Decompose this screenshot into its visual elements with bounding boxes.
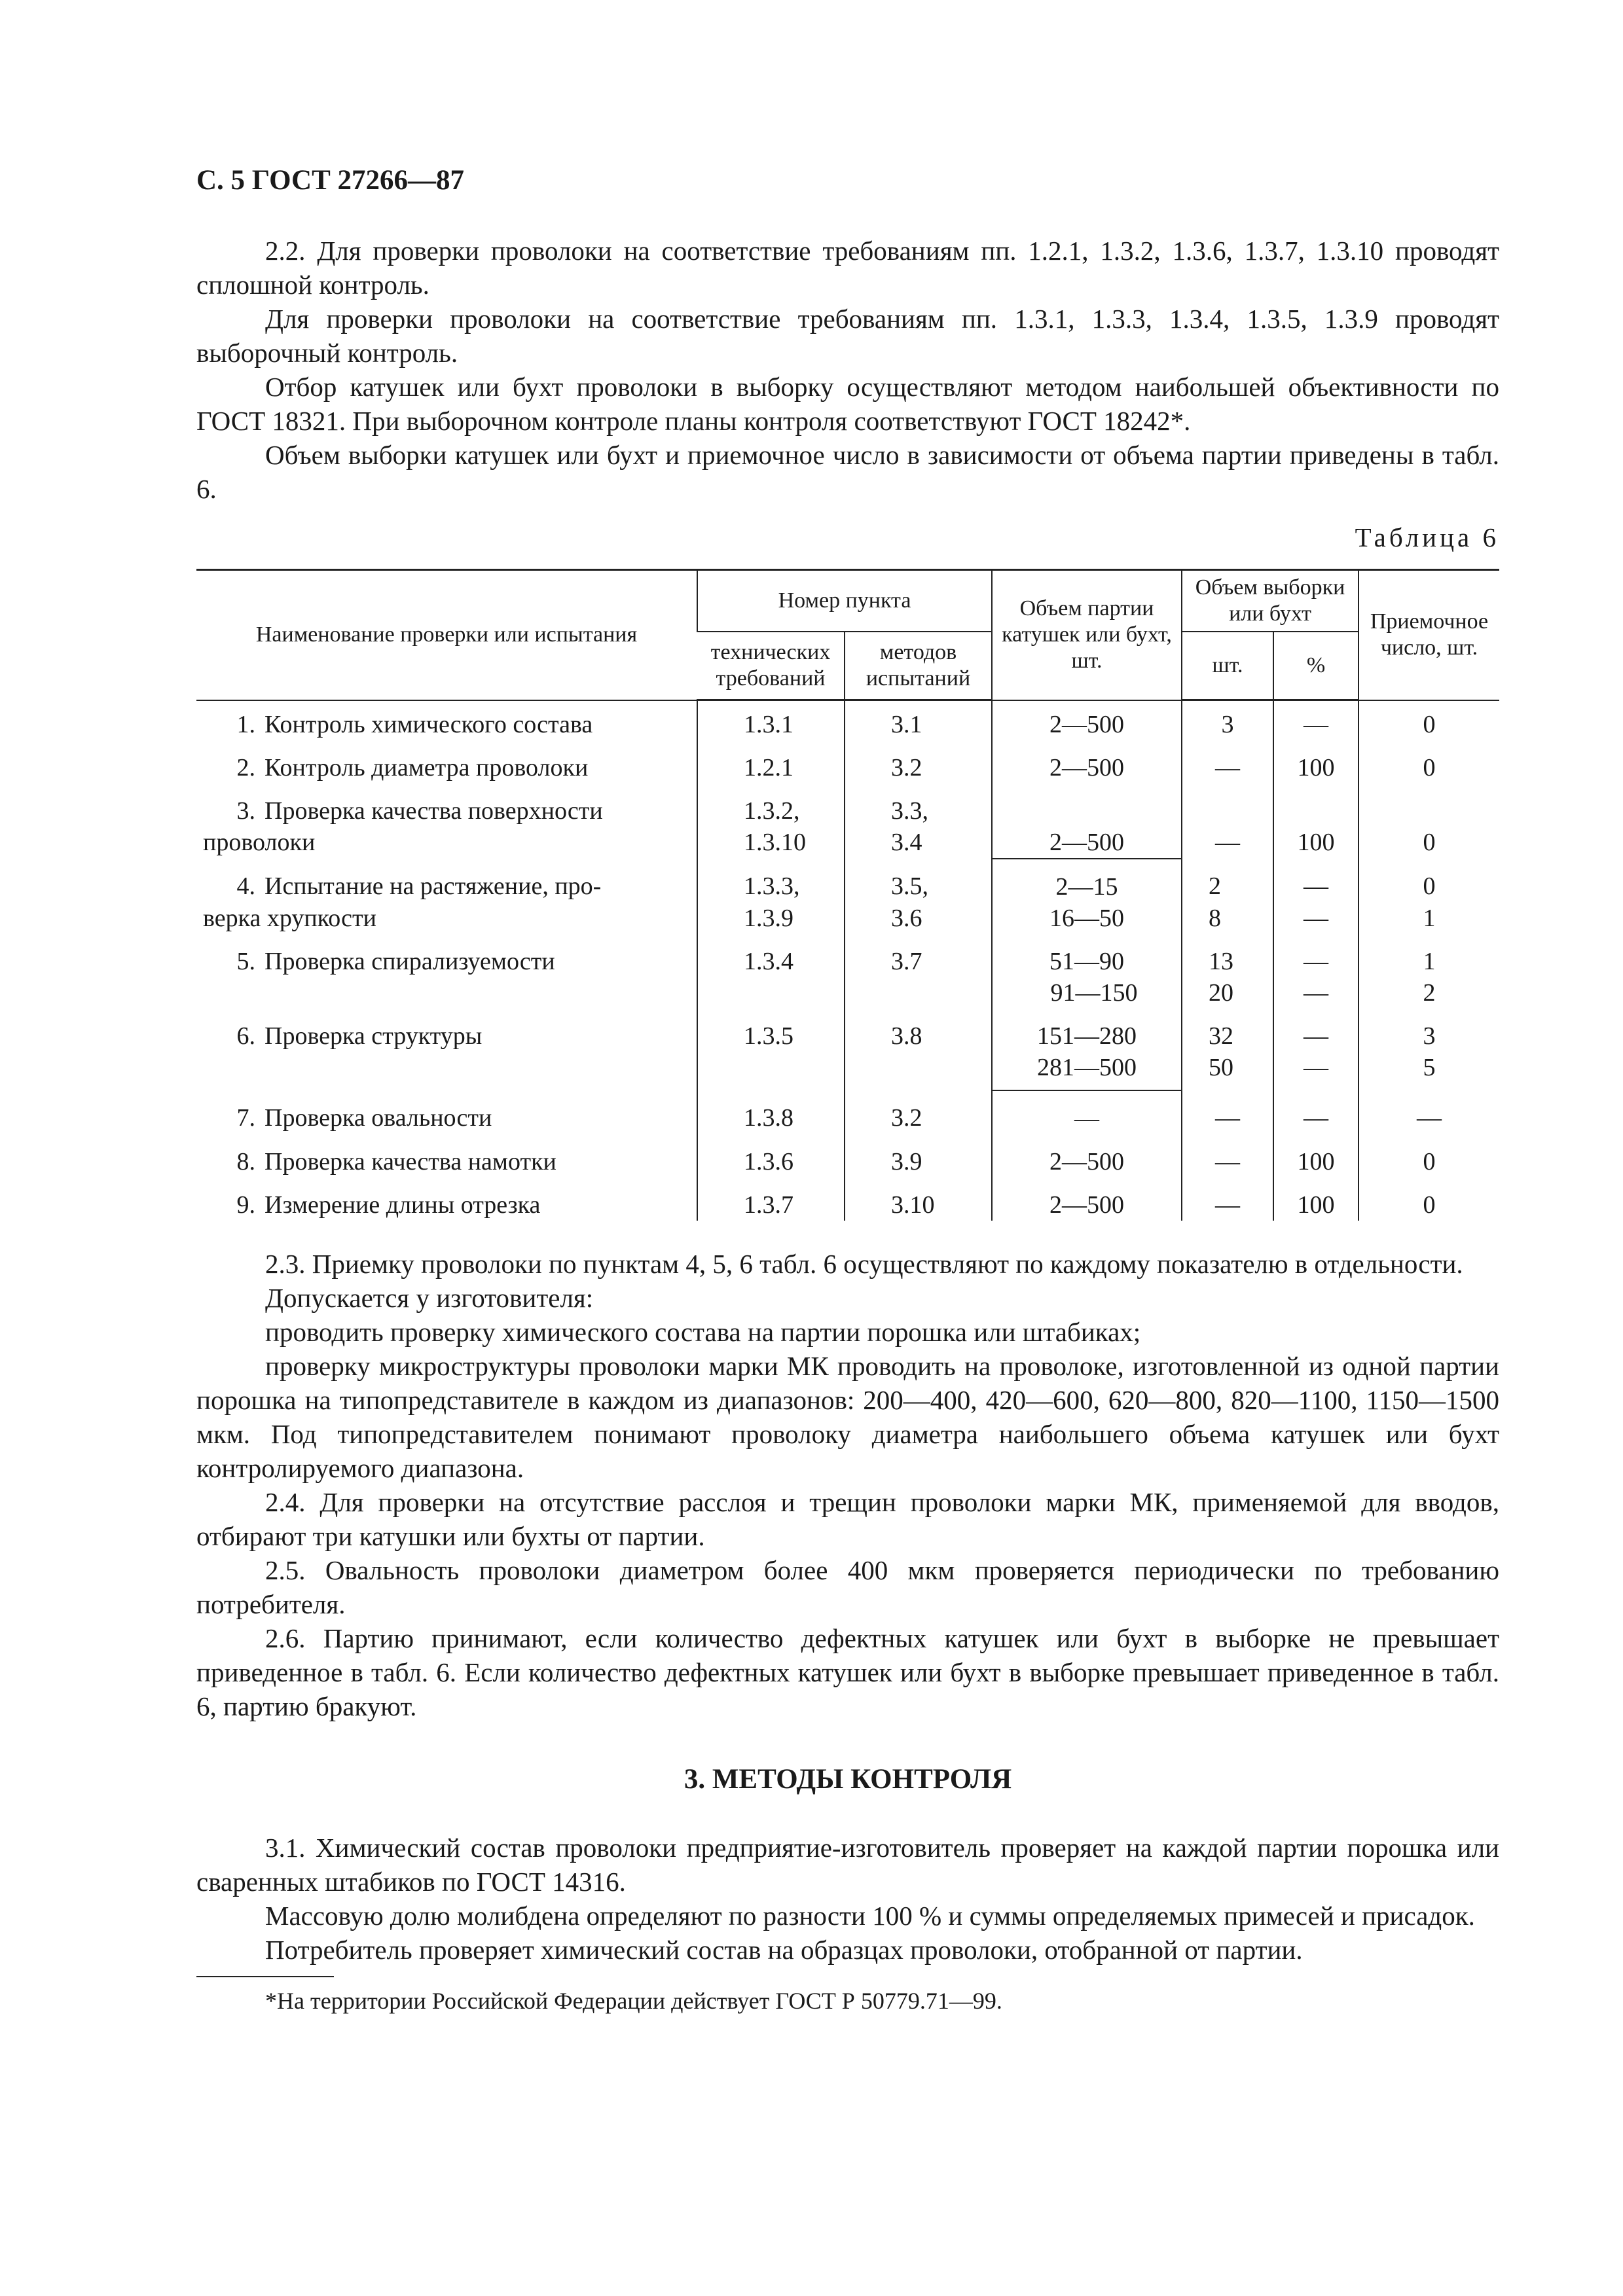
cell-method: 3.9	[845, 1134, 992, 1177]
table-row	[196, 859, 1499, 903]
row-name: Контроль химического состава	[264, 710, 593, 738]
cell-percent: —	[1273, 859, 1359, 903]
row-name-continued: проволоки	[203, 829, 316, 856]
cell-pcs: —	[1182, 740, 1273, 783]
cell-method: 3.2	[845, 740, 992, 783]
cell-percent: —	[1273, 1090, 1359, 1134]
paragraph-sample-size: Объем выборки катушек или бухт и приемочное число в зависимости от объема партии приведены в табл. 6.	[196, 440, 1499, 504]
paragraph-2-2: 2.2. Для проверки проволоки на соответствие требованиям пп. 1.2.1, 1.3.2, 1.3.6, 1.3.7, 1.3.10 проводят сплошной контроль.	[196, 236, 1499, 300]
row-number: 2.	[236, 754, 255, 781]
row-number: 4.	[236, 872, 255, 900]
cell-percent: —	[1273, 934, 1359, 977]
cell-pcs: 8	[1182, 903, 1273, 934]
cell-acceptance: 1	[1359, 903, 1499, 934]
cell-acceptance: 1	[1359, 934, 1499, 977]
cell-percent: —	[1273, 700, 1359, 741]
cell-pcs: 50	[1182, 1052, 1273, 1090]
row-number: 5.	[236, 948, 255, 975]
cell-method: 3.7	[845, 934, 992, 977]
cell-tech: 1.2.1	[697, 740, 845, 783]
running-head: С. 5 ГОСТ 27266—87	[196, 165, 465, 196]
cell-lot: 2—500	[992, 1177, 1182, 1221]
paragraph-molybdenum: Массовую долю молибдена определяют по разности 100 % и суммы определяемых примесей и присадок.	[265, 1901, 1475, 1931]
header-sample-size: Объем выборки или бухт	[1182, 570, 1359, 632]
row-name: Проверка качества поверхности	[264, 797, 603, 825]
cell-pcs: —	[1182, 1134, 1273, 1177]
table-row	[196, 1177, 1499, 1221]
cell-acceptance: 0	[1359, 700, 1499, 741]
cell-tech: 1.3.9	[697, 903, 845, 934]
cell-method: 3.3,	[845, 783, 992, 827]
cell-pcs: 32	[1182, 1009, 1273, 1052]
header-name: Наименование проверки или испытания	[196, 570, 697, 700]
cell-tech: 1.3.4	[697, 934, 845, 977]
row-number: 1.	[236, 710, 255, 738]
cell-method: 3.6	[845, 903, 992, 934]
cell-pcs: 13	[1182, 934, 1273, 977]
table-row	[196, 1052, 1499, 1090]
cell-tech: 1.3.1	[697, 700, 845, 741]
paragraph-2-6: 2.6. Партию принимают, если количество дефектных катушек или бухт в выборке не превышает приведенное в табл. 6. Если количество дефектных катушек или бухт в выборке превышает приведенное в табл. 6, партию бракуют.	[196, 1623, 1499, 1721]
paragraph-2-5: 2.5. Овальность проволоки диаметром более 400 мкм проверяется периодически по требованию потребителя.	[196, 1555, 1499, 1619]
row-name: Проверка овальности	[264, 1104, 492, 1132]
paragraph-microstructure: проверку микроструктуры проволоки марки МК проводить на проволоке, изготовленной из одной партии порошка на типопредставителе в каждом из диапазонов: 200—400, 420—600, 620—800, 820—1100, 1150—1500 мкм. Под типопредставителем понимают проволоку диаметра наибольшего объема катушек или бухт контролируемого диапазона.	[196, 1351, 1499, 1483]
cell-lot: 151—280	[992, 1009, 1182, 1052]
row-name-continued: верка хрупкости	[203, 905, 376, 932]
paragraph-selective-control: Для проверки проволоки на соответствие требованиям пп. 1.3.1, 1.3.3, 1.3.4, 1.3.5, 1.3.9 проводят выборочный контроль.	[196, 304, 1499, 368]
cell-lot: 2—15	[992, 859, 1182, 903]
cell-tech: 1.3.7	[697, 1177, 845, 1221]
cell-method: 3.8	[845, 1009, 992, 1052]
row-number: 9.	[236, 1191, 255, 1219]
table-row	[196, 977, 1499, 1009]
cell-acceptance: 0	[1359, 1134, 1499, 1177]
paragraph-allowed: Допускается у изготовителя:	[265, 1283, 594, 1313]
row-name: Проверка спирализуемости	[264, 948, 555, 975]
cell-lot: 91—150	[992, 977, 1182, 1009]
cell-tech: 1.3.3,	[697, 859, 845, 903]
cell-acceptance: 5	[1359, 1052, 1499, 1090]
cell-pcs: 3	[1182, 700, 1273, 741]
row-name: Измерение длины отрезка	[264, 1191, 541, 1219]
row-number: 7.	[236, 1104, 255, 1132]
cell-method: 3.5,	[845, 859, 992, 903]
cell-percent: 100	[1273, 740, 1359, 783]
cell-acceptance: 0	[1359, 740, 1499, 783]
footnote: *На территории Российской Федерации действует ГОСТ Р 50779.71—99.	[265, 1988, 1002, 2014]
cell-lot: 16—50	[992, 903, 1182, 934]
cell-acceptance: 0	[1359, 827, 1499, 859]
cell-acceptance: 2	[1359, 977, 1499, 1009]
table-row	[196, 700, 1499, 741]
cell-method: 3.4	[845, 827, 992, 859]
cell-percent: 100	[1273, 1134, 1359, 1177]
cell-percent: —	[1273, 903, 1359, 934]
footnote-divider	[196, 1976, 334, 1977]
cell-acceptance: —	[1359, 1090, 1499, 1134]
table-title: Таблица 6	[1355, 522, 1499, 552]
cell-percent: —	[1273, 1009, 1359, 1052]
cell-lot: 2—500	[992, 1134, 1182, 1177]
cell-percent: —	[1273, 1052, 1359, 1090]
cell-lot: 51—90	[992, 934, 1182, 977]
header-pcs: шт.	[1182, 632, 1273, 700]
header-tech-requirements: технических требований	[697, 632, 845, 700]
table-row	[196, 903, 1499, 934]
cell-acceptance: 0	[1359, 859, 1499, 903]
table-row	[196, 934, 1499, 977]
header-test-methods: методов испытаний	[845, 632, 992, 700]
row-name: Проверка качества намотки	[264, 1148, 556, 1175]
table-row	[196, 827, 1499, 859]
cell-percent: —	[1273, 977, 1359, 1009]
cell-percent: 100	[1273, 827, 1359, 859]
cell-tech: 1.3.2,	[697, 783, 845, 827]
row-name: Испытание на растяжение, про-	[264, 872, 602, 900]
row-name: Проверка структуры	[264, 1022, 483, 1050]
section-title: 3. МЕТОДЫ КОНТРОЛЯ	[684, 1764, 1012, 1795]
paragraph-chem-check: проводить проверку химического состава на партии порошка или штабиках;	[265, 1317, 1141, 1347]
cell-lot: 2—500	[992, 700, 1182, 741]
cell-tech: 1.3.5	[697, 1009, 845, 1052]
cell-pcs: 2	[1182, 859, 1273, 903]
row-number: 8.	[236, 1148, 255, 1175]
cell-tech: 1.3.8	[697, 1090, 845, 1134]
paragraph-consumer-check: Потребитель проверяет химический состав на образцах проволоки, отобранной от партии.	[265, 1935, 1303, 1965]
header-lot-size: Объем партии катушек или бухт, шт.	[992, 570, 1182, 700]
row-number: 6.	[236, 1022, 255, 1050]
cell-lot: —	[992, 1090, 1182, 1134]
document-page	[196, 164, 1499, 2018]
paragraph-2-4: 2.4. Для проверки на отсутствие расслоя и трещин проволоки марки МК, применяемой для вводов, отбирают три катушки или бухты от партии.	[196, 1487, 1499, 1551]
cell-method: 3.1	[845, 700, 992, 741]
cell-method: 3.2	[845, 1090, 992, 1134]
cell-lot: 281—500	[992, 1052, 1182, 1090]
row-name: Контроль диаметра проволоки	[264, 754, 589, 781]
cell-lot: 2—500	[992, 740, 1182, 783]
inspection-table	[196, 569, 1499, 1221]
paragraph-sampling-method: Отбор катушек или бухт проволоки в выборку осуществляют методом наибольшей объективности по ГОСТ 18321. При выборочном контроле планы контроля соответствуют ГОСТ 18242*.	[196, 372, 1499, 436]
cell-lot: 2—500	[992, 827, 1182, 859]
cell-percent: 100	[1273, 1177, 1359, 1221]
header-acceptance-number: Приемочное число, шт.	[1359, 570, 1499, 700]
paragraph-2-3: 2.3. Приемку проволоки по пунктам 4, 5, 6 табл. 6 осуществляют по каждому показателю в отдельности.	[265, 1249, 1463, 1279]
cell-pcs: —	[1182, 827, 1273, 859]
cell-pcs: 20	[1182, 977, 1273, 1009]
cell-tech: 1.3.10	[697, 827, 845, 859]
row-number: 3.	[236, 797, 255, 825]
table-row	[196, 740, 1499, 783]
cell-acceptance: 3	[1359, 1009, 1499, 1052]
cell-tech: 1.3.6	[697, 1134, 845, 1177]
cell-method: 3.10	[845, 1177, 992, 1221]
table-row	[196, 1090, 1499, 1134]
table-row	[196, 783, 1499, 827]
header-percent: %	[1273, 632, 1359, 700]
paragraph-3-1: 3.1. Химический состав проволоки предприятие-изготовитель проверяет на каждой партии порошка или сваренных штабиков по ГОСТ 14316.	[196, 1833, 1499, 1897]
table-row	[196, 1134, 1499, 1177]
cell-pcs: —	[1182, 1090, 1273, 1134]
cell-pcs: —	[1182, 1177, 1273, 1221]
cell-acceptance: 0	[1359, 1177, 1499, 1221]
header-clause-number: Номер пункта	[697, 570, 992, 632]
table-row	[196, 1009, 1499, 1052]
